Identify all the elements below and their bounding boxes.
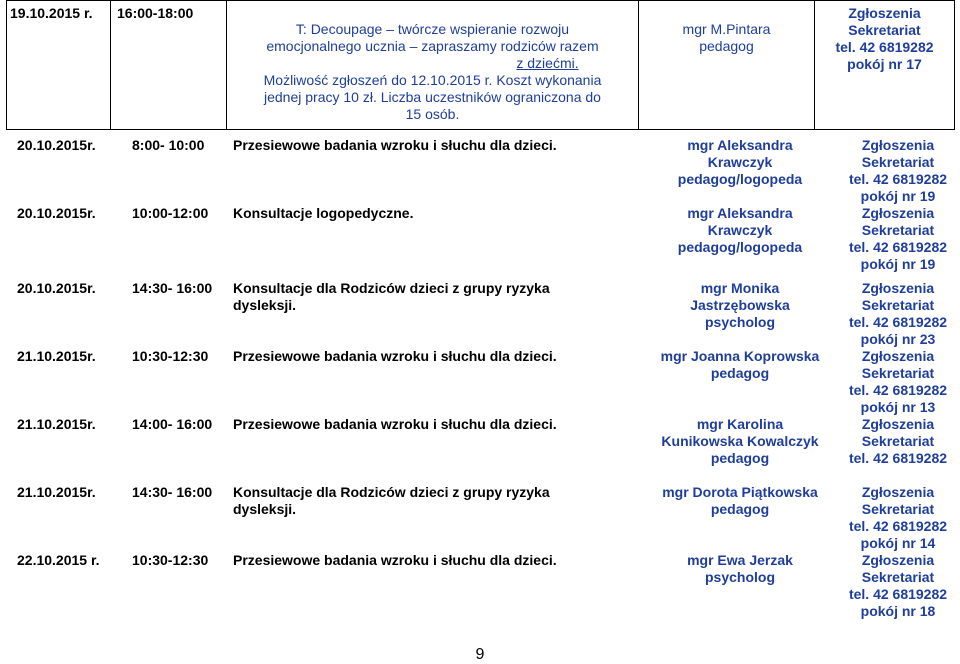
event-leader [640,137,840,188]
table-row [7,1,955,130]
event-date: 21.10.2015r. [17,484,96,500]
contact-line: Sekretariat [861,154,935,170]
time-cell [111,1,227,130]
leader-line: mgr Ewa Jerzak [687,552,793,568]
leader-name: mgr M.Pintara [682,21,771,37]
page-number: 9 [475,646,485,663]
contact-line: Zgłoszenia [861,137,935,153]
time-text: 16:00-18:00 [117,5,194,21]
date-text: 19.10.2015 r. [10,5,93,21]
leader-line: mgr Dorota Piątkowska [662,484,818,500]
description-line: Konsultacje dla Rodziców dzieci z grupy ryzyka [233,280,550,296]
description-line: T: Decoupage – twórcze wspieranie rozwoju [295,21,570,37]
leader-line: pedagog/logopeda [677,171,803,187]
event-time: 14:30- 16:00 [132,280,213,296]
event-time: 10:30-12:30 [132,552,209,568]
leader-line: mgr Aleksandra [687,137,793,153]
contact-line: pokój nr 18 [860,603,936,619]
contact-line: Zgłoszenia [861,348,935,364]
event-time: 10:30-12:30 [132,348,209,364]
contact-line: Sekretariat [861,365,935,381]
leader-line: pedagog [710,501,770,517]
event-date: 20.10.2015r. [17,137,96,153]
event-contact [828,416,960,467]
leader-line: pedagog [710,450,770,466]
event-contact [828,205,960,273]
leader-line: mgr Aleksandra [687,205,793,221]
leader-line: mgr Joanna Koprowska [660,348,820,364]
contact-cell [815,1,955,130]
contact-line: Zgłoszenia [861,416,935,432]
contact-line: tel. 42 6819282 [848,239,948,255]
event-leader [630,484,850,518]
contact-line: tel. 42 6819282 [848,171,948,187]
event-contact [828,137,960,205]
event-contact [828,484,960,552]
event-description [233,484,633,518]
contact-line: tel. 42 6819282 [848,518,948,534]
event-leader [630,416,850,467]
contact-line: tel. 42 6819282 [848,450,948,466]
leader-line: mgr Karolina [696,416,784,432]
leader-line: pedagog [710,365,770,381]
contact-line: Zgłoszenia [861,552,935,568]
contact-line: tel. 42 6819282 [848,382,948,398]
contact-line: pokój nr 23 [860,331,936,347]
description-line: Konsultacje dla Rodziców dzieci z grupy ryzyka [233,484,550,500]
contact-line: pokój nr 19 [860,256,936,272]
leader-line: Krawczyk [707,154,773,170]
event-description: Przesiewowe badania wzroku i słuchu dla dzieci. [233,416,557,432]
description-line: emocjonalnego ucznia – zapraszamy rodziców razem [266,38,599,54]
event-time: 14:30- 16:00 [132,484,213,500]
contact-line: pokój nr 17 [847,56,922,72]
event-time: 10:00-12:00 [132,205,209,221]
contact-line: tel. 42 6819282 [848,586,948,602]
leader-line: Kunikowska Kowalczyk [661,433,819,449]
event-leader [630,552,850,586]
leader-line: psycholog [704,314,775,330]
contact-line: Zgłoszenia [861,484,935,500]
event-time: 14:00- 16:00 [132,416,213,432]
description-line: z dziećmi. [516,55,579,71]
contact-line: tel. 42 6819282 [835,39,934,55]
contact-line: Zgłoszenia [861,280,935,296]
contact-line: pokój nr 19 [860,188,936,204]
event-leader [640,205,840,256]
event-time: 8:00- 10:00 [132,137,205,153]
description-line: Możliwość zgłoszeń do 12.10.2015 r. Koszt wykonania [263,72,602,88]
leader-line: Krawczyk [707,222,773,238]
event-contact [828,280,960,348]
leader-line: mgr Monika [700,280,780,296]
event-leader [630,348,850,382]
event-date: 21.10.2015r. [17,348,96,364]
description-line: dysleksji. [233,297,297,313]
description-cell [227,1,639,130]
leader-line: psycholog [704,569,775,585]
event-contact [828,348,960,416]
contact-line: Sekretariat [861,297,935,313]
leader-line: Jastrzębowska [690,297,790,313]
contact-line: Sekretariat [861,501,935,517]
description-line: 15 osób. [405,106,460,122]
contact-line: pokój nr 14 [860,535,936,551]
leader-cell [639,1,815,130]
event-leader [640,280,840,331]
event-date: 20.10.2015r. [17,280,96,296]
event-description: Przesiewowe badania wzroku i słuchu dla dzieci. [233,348,557,364]
schedule-table [6,0,955,130]
description-line: jednej pracy 10 zł. Liczba uczestników ograniczona do [264,89,601,105]
contact-line: Sekretariat [861,433,935,449]
contact-line: tel. 42 6819282 [848,314,948,330]
contact-line: Zgłoszenia [848,5,921,21]
event-description [233,280,633,314]
contact-line: Sekretariat [861,222,935,238]
event-contact [828,552,960,620]
event-date: 20.10.2015r. [17,205,96,221]
event-description: Konsultacje logopedyczne. [233,205,414,221]
contact-line: Sekretariat [861,569,935,585]
description-line: dysleksji. [233,501,297,517]
event-date: 22.10.2015 r. [17,552,100,568]
event-description: Przesiewowe badania wzroku i słuchu dla dzieci. [233,552,557,568]
contact-line: Sekretariat [848,22,921,38]
leader-role: pedagog [699,38,754,54]
contact-line: pokój nr 13 [860,399,936,415]
date-cell [7,1,111,130]
event-date: 21.10.2015r. [17,416,96,432]
event-description: Przesiewowe badania wzroku i słuchu dla dzieci. [233,137,557,153]
contact-line: Zgłoszenia [861,205,935,221]
leader-line: pedagog/logopeda [677,239,803,255]
